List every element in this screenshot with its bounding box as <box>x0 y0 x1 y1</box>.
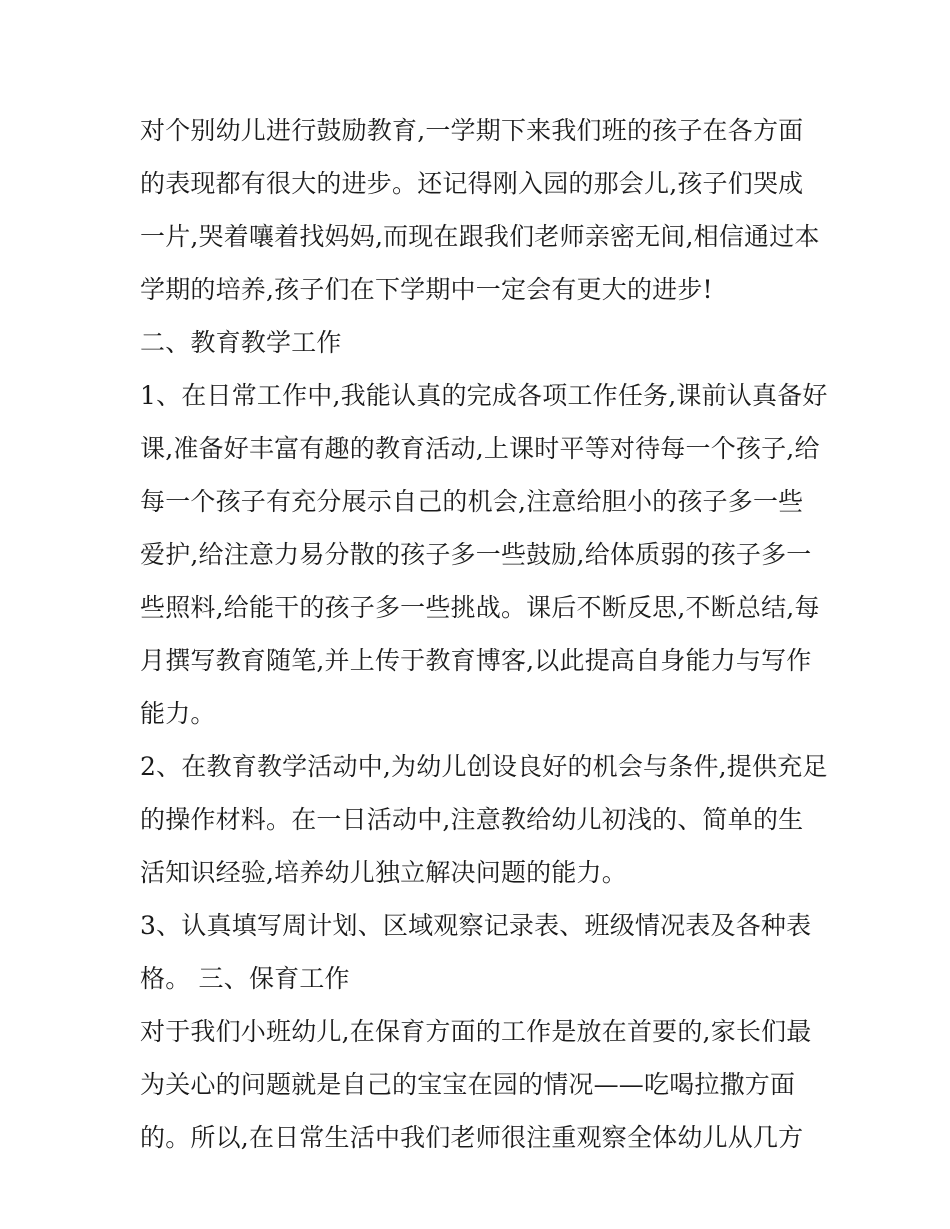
document-body <box>140 104 828 1164</box>
text-line: 的。所以,在日常生活中我们老师很注重观察全体幼儿从几方 <box>140 1123 804 1152</box>
text-line: 每一个孩子有充分展示自己的机会,注意给胆小的孩子多一些 <box>140 487 804 516</box>
text-line: 些照料,给能干的孩子多一些挑战。课后不断反思,不断总结,每 <box>140 593 820 622</box>
text-line: 爱护,给注意力易分散的孩子多一些鼓励,给体质弱的孩子多一 <box>140 540 812 569</box>
text-line: 3、认真填写周计划、区域观察记录表、班级情况表及各种表 <box>140 911 812 940</box>
text-line: 1、在日常工作中,我能认真的完成各项工作任务,课前认真备好 <box>140 381 828 410</box>
text-line: 的表现都有很大的进步。还记得刚入园的那会儿,孩子们哭成 <box>140 169 804 198</box>
text-line: 活知识经验,培养幼儿独立解决问题的能力。 <box>140 858 627 887</box>
text-line: 月撰写教育随笔,并上传于教育博客,以此提高自身能力与写作 <box>140 646 812 675</box>
text-line: 课,准备好丰富有趣的教育活动,上课时平等对待每一个孩子,给 <box>140 434 820 463</box>
text-line: 2、在教育教学活动中,为幼儿创设良好的机会与条件,提供充足 <box>140 752 828 781</box>
text-line: 对个别幼儿进行鼓励教育,一学期下来我们班的孩子在各方面 <box>140 116 804 145</box>
text-line: 一片,哭着嚷着找妈妈,而现在跟我们老师亲密无间,相信通过本 <box>140 222 820 251</box>
text-line: 的操作材料。在一日活动中,注意教给幼儿初浅的、简单的生 <box>140 805 804 834</box>
text-line: 格。 三、保育工作 <box>140 964 350 993</box>
text-line: 为关心的问题就是自己的宝宝在园的情况——吃喝拉撒方面 <box>140 1070 796 1099</box>
text-line: 学期的培养,孩子们在下学期中一定会有更大的进步! <box>140 275 713 304</box>
text-line: 能力。 <box>140 699 216 728</box>
text-line: 对于我们小班幼儿,在保育方面的工作是放在首要的,家长们最 <box>140 1017 812 1046</box>
section-heading: 二、教育教学工作 <box>140 328 342 357</box>
